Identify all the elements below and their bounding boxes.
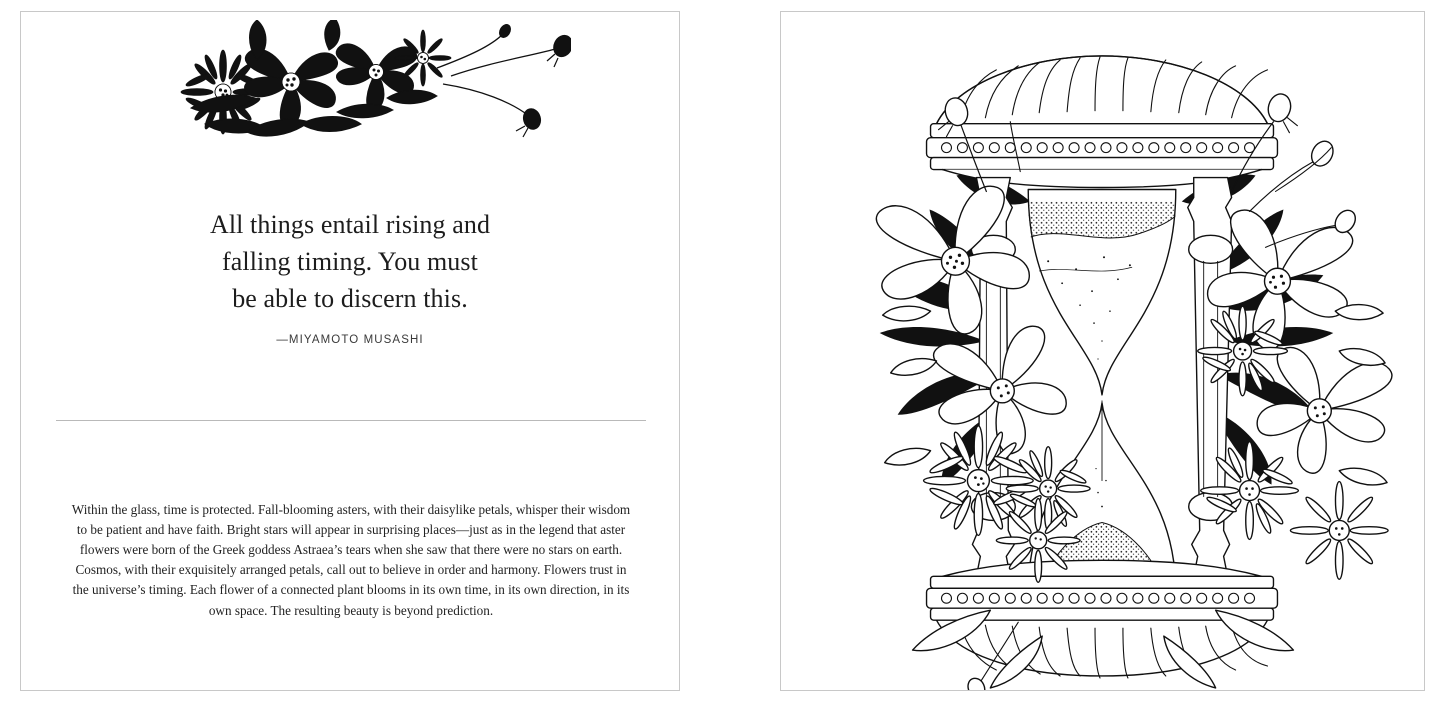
quote-line-1: All things entail rising and [209,210,491,239]
quote-line-3: be able to discern this. [232,283,468,313]
pull-quote [21,207,679,346]
hourglass-illustration [781,12,1424,690]
body-paragraph: Within the glass, time is protected. Fall-blooming asters, with their daisylike petals, whisper their wisdom to be patient and have faith. Bright stars will appear in surprising places—just as in the legend that aster flowers were born of the Greek goddess Astraea’s tears when she saw that there were no stars on earth. Cosmos, with their exquisitely arranged petals, call out to believe in order and harmony. Flowers trust in the universe’s timing. Each flower of a connected plant blooms in its own time, in its own direction, in its own space. The resulting beauty is beyond prediction. [71,502,631,618]
quote-attribution: —MIYAMOTO MUSASHI [276,333,424,346]
floral-header-illustration [151,20,571,150]
right-page [780,11,1425,691]
section-divider [56,420,646,421]
left-page [20,11,680,691]
quote-line-2: falling timing. You must [222,246,478,276]
